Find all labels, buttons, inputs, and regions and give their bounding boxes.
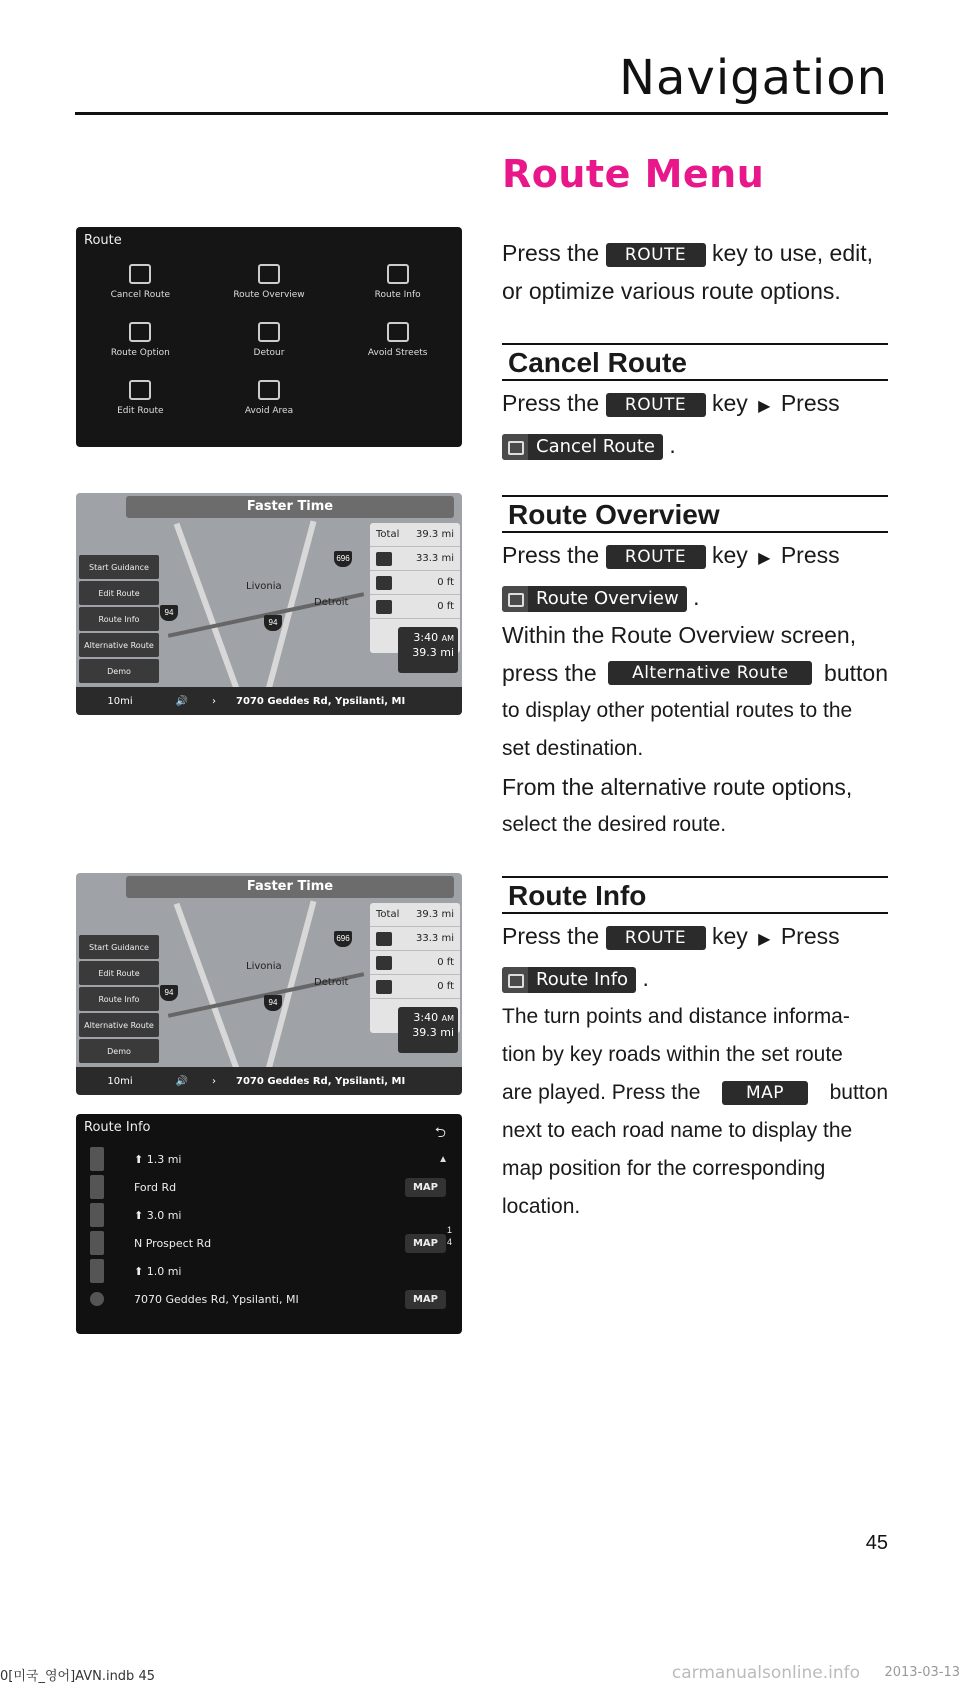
screen-title: Route	[84, 233, 122, 248]
map-button: MAP	[405, 1234, 446, 1253]
menu-item-label: Route Overview	[233, 290, 305, 300]
text: Press	[780, 390, 840, 416]
button-label: Route Info	[536, 968, 629, 990]
start-guidance-button: Start Guidance	[79, 555, 159, 579]
arrow-right-icon: ▶	[758, 931, 771, 948]
menu-item-label: Avoid Streets	[367, 348, 428, 358]
demo-button: Demo	[79, 1039, 159, 1063]
ferry-icon	[376, 600, 392, 614]
route-info-row	[76, 1146, 446, 1172]
highway-shield: 94	[160, 605, 178, 621]
highway-shield: 94	[264, 995, 282, 1011]
summary-total	[370, 523, 460, 547]
route-option-icon	[129, 322, 151, 342]
lane-icon	[90, 1203, 104, 1227]
header-rule	[75, 112, 888, 115]
text-line	[502, 654, 888, 692]
route-info-button-graphic	[502, 967, 636, 993]
summary-row	[370, 951, 460, 975]
page-header-title: Navigation	[619, 50, 888, 106]
highway-shield: 696	[334, 931, 352, 947]
text-line: location.	[502, 1195, 581, 1218]
destination-address: 7070 Geddes Rd, Ypsilanti, MI	[236, 1075, 406, 1087]
route-info-row	[76, 1202, 446, 1228]
route-info-text: N Prospect Rd	[134, 1236, 212, 1250]
value: 0 ft	[437, 577, 454, 588]
route-info-text: ⬆ 1.3 mi	[134, 1152, 182, 1166]
footer-file-info: 0[미국_영어]AVN.indb 45	[0, 1669, 155, 1684]
route-info-list-screenshot	[76, 1114, 462, 1334]
route-key: ROUTE	[606, 393, 706, 417]
city-label: Detroit	[314, 977, 349, 988]
label: Total	[376, 529, 400, 540]
text-line: The turn points and distance informa-	[502, 1005, 850, 1028]
highway-shield: 94	[264, 615, 282, 631]
value: 0 ft	[437, 981, 454, 992]
alternative-route-button: Alternative Route	[79, 633, 159, 657]
text: key	[711, 923, 748, 949]
text: key	[711, 542, 748, 568]
summary-row	[370, 927, 460, 951]
route-info-button: Route Info	[79, 607, 159, 631]
chevron-right-icon: ›	[212, 695, 216, 707]
edit-route-button: Edit Route	[79, 581, 159, 605]
avoid-area-icon	[258, 380, 280, 400]
map-button: MAP	[405, 1178, 446, 1197]
city-label: Livonia	[246, 581, 282, 592]
alternative-route-button: Alternative Route	[79, 1013, 159, 1037]
highway-icon	[376, 552, 392, 566]
section-title: Route Menu	[502, 152, 765, 196]
toll-icon	[376, 956, 392, 970]
text: Press	[780, 542, 840, 568]
summary-row	[370, 547, 460, 571]
value: 33.3 mi	[416, 553, 454, 564]
route-key: ROUTE	[606, 545, 706, 569]
menu-item-detour	[205, 311, 334, 369]
text-line	[502, 1074, 888, 1112]
route-option-title: Faster Time	[126, 496, 454, 518]
destination-address: 7070 Geddes Rd, Ypsilanti, MI	[236, 695, 406, 707]
map-left-buttons	[79, 935, 159, 1065]
route-overview-icon	[258, 264, 280, 284]
route-option-title: Faster Time	[126, 876, 454, 898]
route-overview-paragraph	[502, 536, 888, 616]
cancel-route-icon	[129, 264, 151, 284]
scroll-up-icon: ▲	[438, 1154, 448, 1165]
lane-icon	[90, 1259, 104, 1283]
text: .	[642, 965, 649, 991]
label: Total	[376, 909, 400, 920]
speaker-icon: 🔊	[175, 1075, 189, 1087]
map-left-buttons	[79, 555, 159, 685]
route-key: ROUTE	[606, 926, 706, 950]
map-bottom-bar	[76, 1067, 462, 1095]
route-info-text: Ford Rd	[134, 1180, 177, 1194]
route-info-row	[76, 1230, 446, 1256]
page-current: 1	[446, 1225, 452, 1235]
route-overview-button-graphic	[502, 586, 687, 612]
edit-route-icon	[129, 380, 151, 400]
alternative-route-button-graphic: Alternative Route	[608, 661, 812, 685]
route-menu-grid	[76, 253, 462, 427]
text: button	[824, 660, 888, 686]
text-line: set destination.	[502, 737, 644, 760]
watermark: carmanualsonline.info	[671, 1663, 860, 1683]
start-guidance-button: Start Guidance	[79, 935, 159, 959]
menu-item-avoid-area	[205, 369, 334, 427]
route-overview-body	[502, 616, 888, 844]
menu-item-route-overview	[205, 253, 334, 311]
highway-shield: 696	[334, 551, 352, 567]
menu-item-label: Cancel Route	[110, 290, 171, 300]
intro-paragraph	[502, 234, 888, 310]
route-info-icon	[502, 967, 528, 993]
map-button: MAP	[405, 1290, 446, 1309]
text: Press the	[502, 390, 600, 416]
route-info-button: Route Info	[79, 987, 159, 1011]
detour-icon	[258, 322, 280, 342]
button-label: Cancel Route	[536, 435, 655, 457]
demo-button: Demo	[79, 659, 159, 683]
text-line: to display other potential routes to the	[502, 699, 853, 722]
text-line: tion by key roads within the set route	[502, 1043, 843, 1066]
summary-total	[370, 903, 460, 927]
route-info-text: ⬆ 1.0 mi	[134, 1264, 182, 1278]
value: 33.3 mi	[416, 933, 454, 944]
text: are played. Press the	[502, 1081, 701, 1104]
edit-route-button: Edit Route	[79, 961, 159, 985]
route-info-text: 7070 Geddes Rd, Ypsilanti, MI	[134, 1292, 299, 1306]
toll-icon	[376, 576, 392, 590]
page-number: 45	[865, 1532, 888, 1554]
value: 0 ft	[437, 957, 454, 968]
city-label: Livonia	[246, 961, 282, 972]
route-overview-icon	[502, 586, 528, 612]
route-info-text: ⬆ 3.0 mi	[134, 1208, 182, 1222]
route-info-row	[76, 1174, 446, 1200]
text-line: map position for the corresponding	[502, 1157, 826, 1180]
menu-item-label: Route Option	[110, 348, 170, 358]
speaker-icon: 🔊	[175, 695, 189, 707]
intro-text: Press the	[502, 240, 600, 266]
route-info-icon	[387, 264, 409, 284]
screen-title: Route Info	[84, 1120, 151, 1135]
ferry-icon	[376, 980, 392, 994]
subheading-cancel-route: Cancel Route	[502, 343, 888, 381]
cancel-route-button-graphic	[502, 434, 663, 460]
summary-row	[370, 975, 460, 999]
route-key: ROUTE	[606, 243, 706, 267]
text: Press	[780, 923, 840, 949]
turn-icon	[90, 1175, 104, 1199]
arrow-right-icon: ▶	[758, 550, 771, 567]
summary-row	[370, 595, 460, 619]
page-total: 4	[446, 1237, 452, 1247]
eta-time: 3:40 AM	[413, 631, 454, 644]
lane-icon	[90, 1147, 104, 1171]
cancel-route-icon	[502, 434, 528, 460]
intro-text: key to use, edit,	[711, 240, 874, 266]
text: press the	[502, 660, 597, 686]
menu-item-edit-route	[76, 369, 205, 427]
route-info-body	[502, 998, 888, 1226]
destination-icon	[90, 1292, 104, 1306]
page-indicator	[447, 1224, 452, 1248]
arrow-right-icon: ▶	[758, 398, 771, 415]
subheading-route-info: Route Info	[502, 876, 888, 914]
map-scale: 10mi	[107, 1075, 133, 1087]
summary-row	[370, 571, 460, 595]
menu-item-label: Avoid Area	[244, 406, 294, 416]
text: .	[693, 584, 700, 610]
menu-item-route-option	[76, 311, 205, 369]
city-label: Detroit	[314, 597, 349, 608]
intro-text: or optimize various route options.	[502, 278, 841, 304]
button-label: Route Overview	[536, 587, 679, 609]
route-info-row	[76, 1258, 446, 1284]
eta-time: 3:40 AM	[413, 1011, 454, 1024]
eta-distance: 39.3 mi	[412, 1026, 454, 1039]
text: Press the	[502, 923, 600, 949]
back-icon: ⮌	[434, 1124, 446, 1140]
map-bottom-bar	[76, 687, 462, 715]
footer-date: 2013-03-13	[884, 1665, 960, 1680]
route-info-map-screenshot	[76, 873, 462, 1095]
text-line: From the alternative route options,	[502, 774, 853, 800]
text: .	[669, 432, 676, 458]
text: Press the	[502, 542, 600, 568]
map-road	[174, 523, 245, 704]
chevron-right-icon: ›	[212, 1075, 216, 1087]
route-info-row	[76, 1286, 446, 1312]
cancel-route-paragraph	[502, 384, 888, 464]
value: 39.3 mi	[416, 909, 454, 920]
menu-item-label: Route Info	[374, 290, 421, 300]
eta-box	[398, 627, 458, 673]
menu-item-label: Edit Route	[117, 406, 164, 416]
text-line: Within the Route Overview screen,	[502, 622, 857, 648]
value: 0 ft	[437, 601, 454, 612]
text-line: next to each road name to display the	[502, 1119, 853, 1142]
text: button	[829, 1081, 888, 1104]
route-info-paragraph	[502, 917, 888, 997]
subheading-route-overview: Route Overview	[502, 495, 888, 533]
menu-item-cancel-route	[76, 253, 205, 311]
route-overview-screenshot	[76, 493, 462, 715]
route-menu-screenshot	[76, 227, 462, 447]
menu-item-avoid-streets	[333, 311, 462, 369]
turn-icon	[90, 1231, 104, 1255]
value: 39.3 mi	[416, 529, 454, 540]
eta-distance: 39.3 mi	[412, 646, 454, 659]
avoid-streets-icon	[387, 322, 409, 342]
map-scale: 10mi	[107, 695, 133, 707]
highway-icon	[376, 932, 392, 946]
text-line: select the desired route.	[502, 813, 727, 836]
menu-item-route-info	[333, 253, 462, 311]
text: key	[711, 390, 748, 416]
map-button-graphic: MAP	[722, 1081, 808, 1105]
eta-box	[398, 1007, 458, 1053]
map-road	[174, 903, 245, 1084]
highway-shield: 94	[160, 985, 178, 1001]
menu-item-label: Detour	[253, 348, 285, 358]
